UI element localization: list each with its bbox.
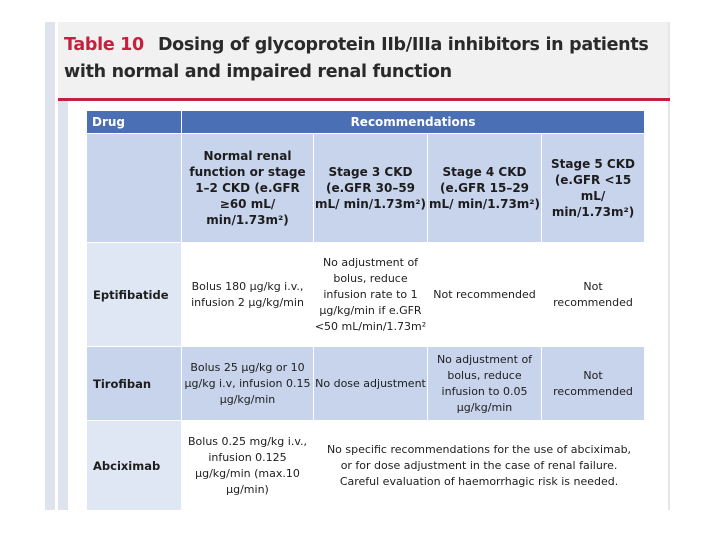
left-decor-strip <box>45 22 55 510</box>
cell-normal: Bolus 180 µg/kg i.v., infusion 2 µg/kg/min <box>182 243 314 347</box>
table-row-tirofiban <box>87 347 645 421</box>
drug-name: Tirofiban <box>87 347 182 421</box>
table-caption: Dosing of glycoprotein IIb/IIIa inhibitors in patients with normal and impaired renal function <box>64 35 649 82</box>
table-title <box>64 32 669 86</box>
table-row-eptifibatide <box>87 243 645 347</box>
recommendations-header: Recommendations <box>182 111 645 134</box>
col-stage4-header: Stage 4 CKD (e.GFR 15–29 mL/ min/1.73m²) <box>428 134 542 243</box>
drug-header-blank <box>87 134 182 243</box>
cell-stage5: Not recommended <box>542 347 645 421</box>
cell-stage3: No adjustment of bolus, reduce infusion rate to 1 µg/kg/min if e.GFR <50 mL/min/1.73m² <box>314 243 428 347</box>
title-divider <box>58 98 670 101</box>
cell-normal: Bolus 0.25 mg/kg i.v., infusion 0.125 µg/kg/min (max.10 µg/min) <box>182 421 314 511</box>
right-decor-strip <box>668 22 670 510</box>
col-stage3-header: Stage 3 CKD (e.GFR 30–59 mL/ min/1.73m²) <box>314 134 428 243</box>
cell-stage4: Not recommended <box>428 243 542 347</box>
table-row-abciximab <box>87 421 645 511</box>
drug-column-header: Drug <box>87 111 182 134</box>
table-number: Table 10 <box>64 35 144 55</box>
drug-name: Eptifibatide <box>87 243 182 347</box>
cell-stage5: Not recommended <box>542 243 645 347</box>
stage-header-row <box>87 134 645 243</box>
drug-name: Abciximab <box>87 421 182 511</box>
col-stage5-header: Stage 5 CKD (e.GFR <15 mL/ min/1.73m²) <box>542 134 645 243</box>
cell-normal: Bolus 25 µg/kg or 10 µg/kg i.v, infusion 0.15 µg/kg/min <box>182 347 314 421</box>
cell-merged-recommendation: No specific recommendations for the use of abciximab, or for dose adjustment in the case of renal failure. Careful evaluation of haemorrhagic risk is needed. <box>314 421 645 511</box>
table-header-row <box>87 111 645 134</box>
dosing-table <box>86 110 645 511</box>
under-title-strip <box>58 101 68 510</box>
col-normal-header: Normal renal function or stage 1–2 CKD (e.GFR ≥60 mL/ min/1.73m²) <box>182 134 314 243</box>
title-block <box>58 22 668 98</box>
cell-stage4: No adjustment of bolus, reduce infusion to 0.05 µg/kg/min <box>428 347 542 421</box>
cell-stage3: No dose adjustment <box>314 347 428 421</box>
